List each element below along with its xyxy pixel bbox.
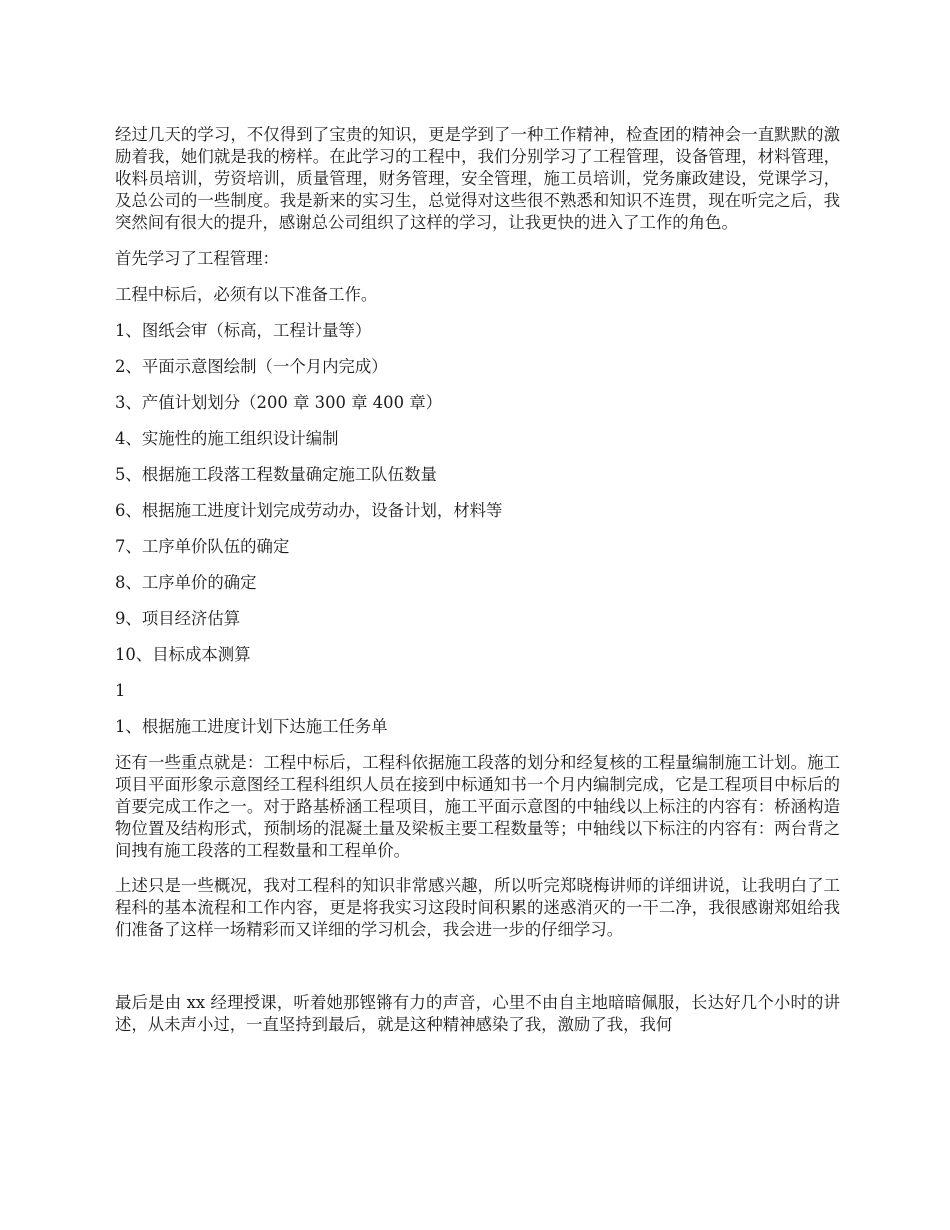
document-page [115, 124, 840, 1036]
key-points-paragraph: 还有一些重点就是：工程中标后，工程科依据施工段落的划分和经复核的工程量编制施工计划。施工项目平面形象示意图经工程科组织人员在接到中标通知书一个月内编制完成，它是工程项目中标后的首要完成工作之一。对于路基桥涵工程项目，施工平面示意图的中轴线以上标注的内容有：桥涵构造物位置及结构形式，预制场的混凝土量及梁板主要工程数量等；中轴线以下标注的内容有：两台背之间拽有施工段落的工程数量和工程单价。 [115, 753, 840, 860]
list-item: 7、工序单价队伍的确定 [115, 537, 290, 556]
intro-paragraph: 经过几天的学习，不仅得到了宝贵的知识，更是学到了一种工作精神，检查团的精神会一直默默的激励着我，她们就是我的榜样。在此学习的工程中，我们分别学习了工程管理，设备管理，材料管理，收料员培训，劳资培训，质量管理，财务管理，安全管理，施工员培训，党务廉政建设，党课学习，及总公司的一些制度。我是新来的实习生，总觉得对这些很不熟悉和知识不连贯，现在听完之后，我突然间有很大的提升，感谢总公司组织了这样的学习，让我更快的进入了工作的角色。 [115, 125, 840, 232]
list-item: 6、根据施工进度计划完成劳动办，设备计划，材料等 [115, 501, 503, 520]
preparation-list [115, 320, 840, 738]
list-item: 1、根据施工进度计划下达施工任务单 [115, 717, 388, 736]
list-item: 8、工序单价的确定 [115, 573, 257, 592]
list-item: 9、项目经济估算 [115, 609, 241, 628]
section-heading: 首先学习了工程管理： [115, 249, 279, 268]
list-item: 2、平面示意图绘制（一个月内完成） [115, 357, 388, 376]
list-item: 3、产值计划划分（200 章 300 章 400 章） [115, 393, 443, 412]
list-item: 1 [115, 681, 126, 700]
list-item: 10、目标成本测算 [115, 645, 251, 664]
summary-paragraph: 上述只是一些概况，我对工程科的知识非常感兴趣，所以听完郑晓梅讲师的详细讲说，让我明白了工程科的基本流程和工作内容，更是将我实习这段时间积累的迷惑消灭的一干二净，我很感谢郑姐给我们准备了这样一场精彩而又详细的学习机会，我会进一步的仔细学习。 [115, 876, 840, 939]
last-paragraph: 最后是由 xx 经理授课，听着她那铿锵有力的声音，心里不由自主地暗暗佩服，长达好几个小时的讲述，从未声小过，一直坚持到最后，就是这种精神感染了我，激励了我，我何 [115, 993, 840, 1034]
section-subheading: 工程中标后，必须有以下准备工作。 [115, 285, 378, 304]
list-item: 1、图纸会审（标高，工程计量等） [115, 321, 372, 340]
list-item: 4、实施性的施工组织设计编制 [115, 429, 339, 448]
list-item: 5、根据施工段落工程数量确定施工队伍数量 [115, 465, 437, 484]
